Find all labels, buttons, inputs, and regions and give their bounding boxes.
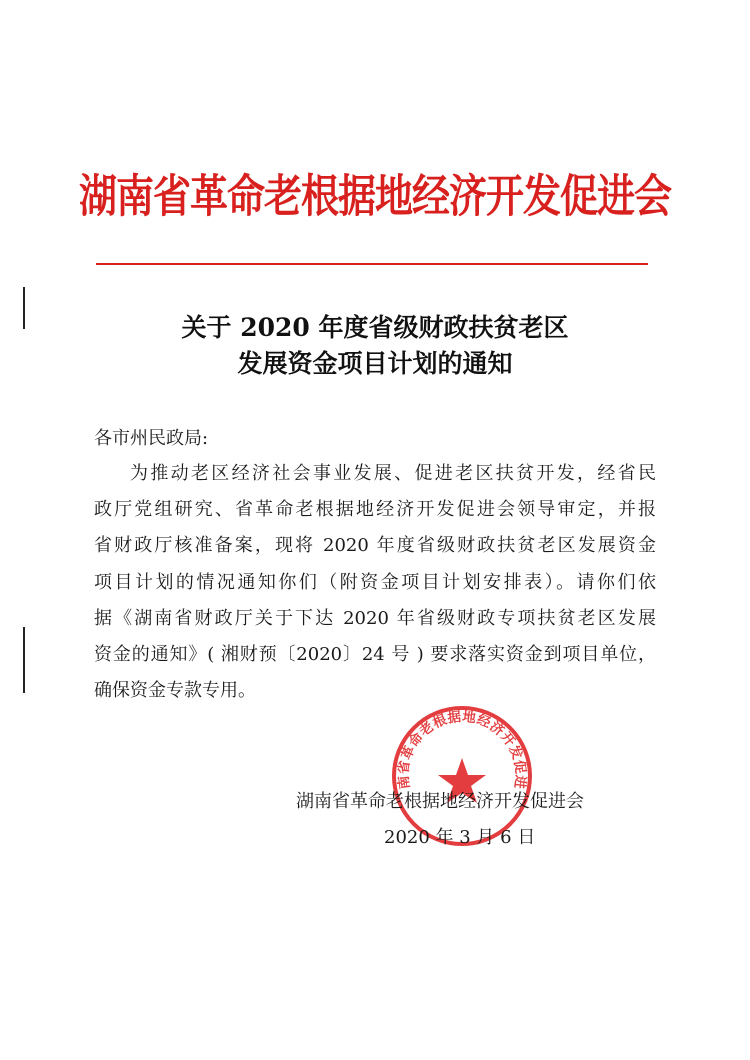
body-line: 项目计划的情况通知你们（附资金项目计划安排表）。请你们依 — [94, 571, 656, 593]
body-paragraph — [94, 456, 656, 709]
letterhead-title: 湖南省革命老根据地经济开发促进会 — [78, 170, 671, 222]
body-line: 省财政厅核准备案，现将 2020 年度省级财政扶贫老区发展资金 — [94, 535, 656, 557]
body-line: 资金的通知》( 湘财预〔2020〕24 号 ) 要求落实资金到项目单位， — [94, 644, 656, 666]
seal-ring-text: 南省革命老根据地经济开发促进 — [395, 708, 529, 791]
letterhead-red-rule — [96, 263, 648, 265]
body-line: 确保资金专款专用。 — [94, 680, 256, 702]
body-line: 据《湖南省财政厅关于下达 2020 年省级财政专项扶贫老区发展 — [94, 607, 656, 629]
signature-organization: 湖南省革命老根据地经济开发促进会 — [296, 791, 584, 812]
binding-mark — [23, 627, 25, 693]
document-title-line-1: 关于 2020 年度省级财政扶贫老区 — [181, 313, 569, 342]
salutation: 各市州民政局: — [94, 428, 209, 449]
body-line: 为推动老区经济社会事业发展、促进老区扶贫开发，经省民 — [130, 463, 656, 484]
document-title-line-2: 发展资金项目计划的通知 — [237, 349, 513, 378]
binding-mark — [23, 287, 25, 329]
signature-date: 2020 年 3 月 6 日 — [384, 827, 536, 848]
body-line: 政厅党组研究、省革命老根据地经济开发促进会领导审定，并报 — [94, 499, 656, 521]
